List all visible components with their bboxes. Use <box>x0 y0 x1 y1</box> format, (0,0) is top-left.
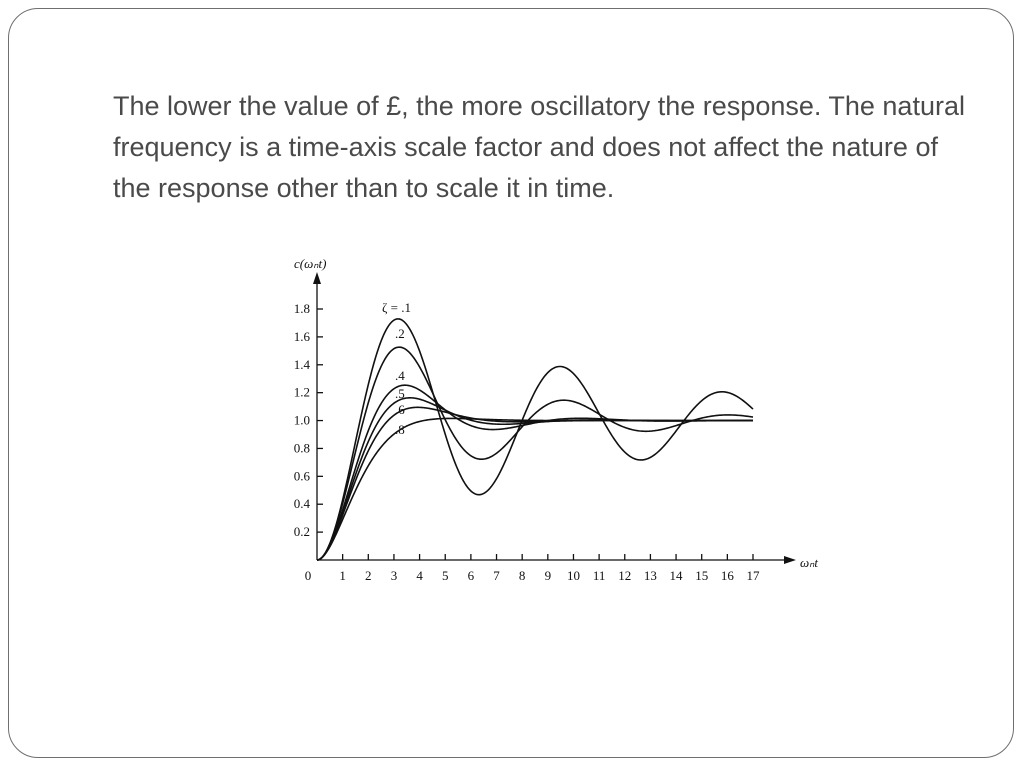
x-tick-label: 4 <box>416 568 423 583</box>
x-tick-label: 10 <box>566 568 580 583</box>
x-tick-label: 5 <box>441 568 449 583</box>
x-tick-label: 9 <box>544 568 552 583</box>
y-tick-label: 1.2 <box>293 384 310 400</box>
series-label-0: ζ = .1 <box>382 300 411 315</box>
series-line-zeta-0 <box>317 319 753 560</box>
y-tick-label: 1.8 <box>293 301 310 316</box>
x-tick-label: 16 <box>720 568 734 583</box>
x-tick-label: 17 <box>746 568 760 583</box>
series-label-2: .4 <box>395 368 405 383</box>
x-tick-label: 1 <box>339 568 346 583</box>
x-tick-label: 0 <box>304 568 312 583</box>
series-label-3: .5 <box>395 386 405 401</box>
y-tick-label: 1.6 <box>293 328 310 344</box>
chart-svg <box>270 248 830 598</box>
x-tick-label: 13 <box>643 568 657 583</box>
x-tick-label: 3 <box>390 568 398 583</box>
y-axis-title: c(ωₙt) <box>294 256 327 271</box>
y-tick-label: 0.6 <box>293 468 310 484</box>
x-tick-label: 11 <box>592 568 606 583</box>
x-tick-label: 12 <box>618 568 632 583</box>
series-line-zeta-1 <box>317 347 753 560</box>
x-tick-label: 6 <box>467 568 475 583</box>
series-line-zeta-2 <box>317 385 753 560</box>
slide-paragraph: The lower the value of £, the more oscillatory the response. The natural frequency is a time-axis scale factor and does not affect the nature of the response other than to scale it in time. <box>113 91 965 203</box>
step-response-chart <box>270 248 830 598</box>
y-tick-label: 1.0 <box>293 412 310 428</box>
x-tick-label: 15 <box>695 568 709 583</box>
x-tick-label: 14 <box>669 568 683 583</box>
y-axis-arrow <box>313 272 321 284</box>
series-label-5: .8 <box>395 422 405 437</box>
x-tick-label: 2 <box>365 568 372 583</box>
series-line-zeta-5 <box>317 418 753 560</box>
series-label-1: .2 <box>395 326 405 341</box>
x-axis-title: ωₙt <box>800 555 818 570</box>
y-tick-label: 0.8 <box>293 440 310 456</box>
x-axis-arrow <box>784 556 796 564</box>
x-tick-label: 8 <box>518 568 526 583</box>
series-label-4: .6 <box>395 402 405 417</box>
y-tick-label: 0.2 <box>293 524 310 540</box>
y-tick-label: 1.4 <box>293 356 310 372</box>
y-tick-label: 0.4 <box>293 496 310 512</box>
series-line-zeta-4 <box>317 407 753 560</box>
x-tick-label: 7 <box>493 568 500 583</box>
